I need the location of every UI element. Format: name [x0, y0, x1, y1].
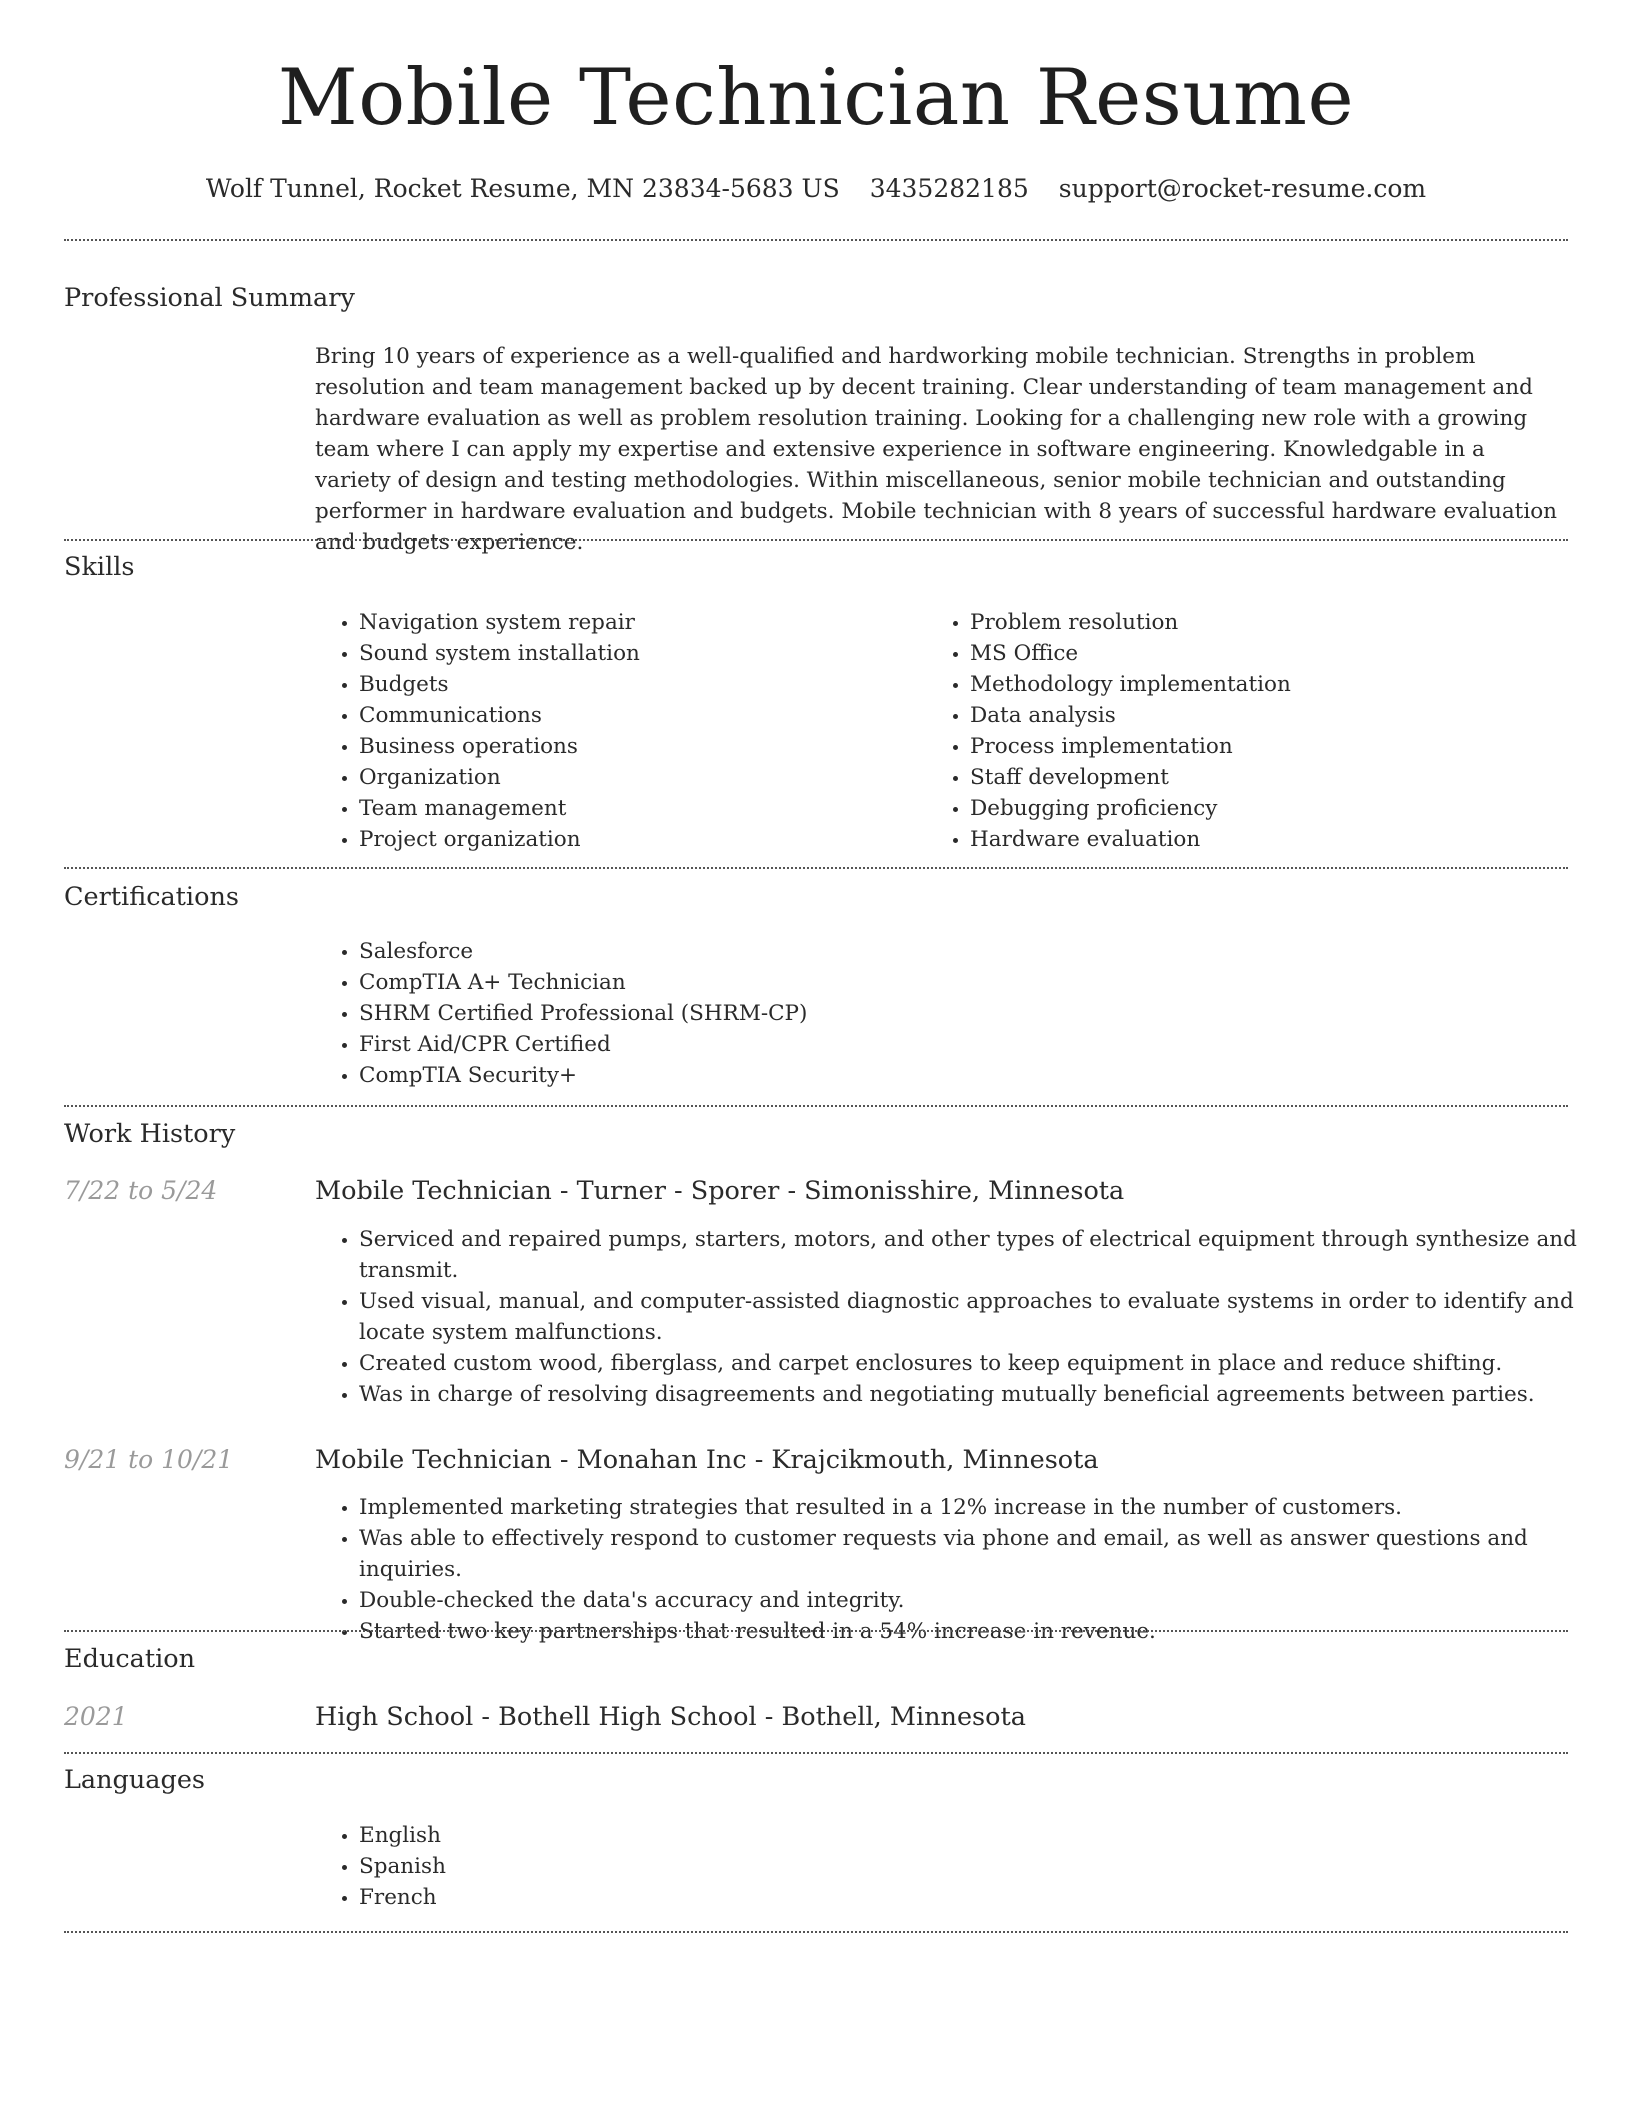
education-entry: High School - Bothell High School - Bothell, Minnesota [315, 1702, 1026, 1732]
section-divider [64, 539, 1568, 541]
section-divider [64, 1931, 1568, 1933]
skill-item: • Organization [359, 762, 919, 793]
skill-item: • Methodology implementation [970, 669, 1570, 700]
job-bullet: • Was able to effectively respond to customer requests via phone and email, as well as answer questions and inquiries. [359, 1523, 1609, 1585]
skills-list-right [926, 607, 1570, 855]
languages-list [315, 1820, 959, 1913]
job-title: Mobile Technician - Turner - Sporer - Simonisshire, Minnesota [315, 1176, 1125, 1206]
certification-item: • SHRM Certified Professional (SHRM-CP) [359, 998, 1559, 1029]
skill-item: • Hardware evaluation [970, 824, 1570, 855]
job-bullet: • Implemented marketing strategies that resulted in a 12% increase in the number of customers. [359, 1492, 1609, 1523]
contact-line [0, 172, 1632, 206]
education-year: 2021 [64, 1702, 128, 1731]
job-bullet: • Started two key partnerships that resulted in a 54% increase in revenue. [359, 1616, 1609, 1647]
contact-phone: 3435282185 [869, 174, 1029, 203]
skill-item: • Budgets [359, 669, 919, 700]
job-bullets [315, 1492, 1609, 1647]
certification-item: • CompTIA Security+ [359, 1060, 1559, 1091]
summary-heading: Professional Summary [64, 283, 355, 313]
skill-item: • Business operations [359, 731, 919, 762]
skill-item: • Process implementation [970, 731, 1570, 762]
resume-title: Mobile Technician Resume [277, 53, 1355, 143]
language-item: • French [359, 1882, 959, 1913]
skill-item: • Project organization [359, 824, 919, 855]
job-bullet: • Created custom wood, fiberglass, and carpet enclosures to keep equipment in place and reduce shifting. [359, 1348, 1609, 1379]
certification-item: • First Aid/CPR Certified [359, 1029, 1559, 1060]
language-item: • Spanish [359, 1851, 959, 1882]
section-divider [64, 239, 1568, 241]
skill-item: • Navigation system repair [359, 607, 919, 638]
section-divider [64, 1105, 1568, 1107]
summary-text: Bring 10 years of experience as a well-qualified and hardworking mobile technician. Strengths in problem resolution and team management backed up by decent training. Clear understanding of team management and hardware evaluation as well as problem resolution training. Looking for a challenging new role with a growing team where I can apply my expertise and extensive experience in software engineering. Knowledgable in a variety of design and testing methodologies. Within miscellaneous, senior mobile technician and outstanding performer in hardware evaluation and budgets. Mobile technician with 8 years of successful hardware evaluation and budgets experience. [315, 344, 1557, 555]
languages-heading: Languages [64, 1765, 206, 1795]
skills-heading: Skills [64, 552, 135, 582]
certification-item: • Salesforce [359, 936, 1559, 967]
section-divider [64, 867, 1568, 869]
job-title: Mobile Technician - Monahan Inc - Krajcikmouth, Minnesota [315, 1445, 1099, 1475]
certification-item: • CompTIA A+ Technician [359, 967, 1559, 998]
skills-list-left [315, 607, 919, 855]
skill-item: • Debugging proficiency [970, 793, 1570, 824]
skill-item: • Communications [359, 700, 919, 731]
job-bullets [315, 1224, 1609, 1410]
contact-email[interactable]: support@rocket-resume.com [1058, 174, 1427, 203]
skill-item: • Problem resolution [970, 607, 1570, 638]
job-bullet: • Double-checked the data's accuracy and integrity. [359, 1585, 1609, 1616]
certifications-list [315, 936, 1559, 1091]
certifications-heading: Certifications [64, 882, 239, 912]
skill-item: • Team management [359, 793, 919, 824]
skill-item: • MS Office [970, 638, 1570, 669]
skill-item: • Data analysis [970, 700, 1570, 731]
job-bullet: • Used visual, manual, and computer-assisted diagnostic approaches to evaluate systems in order to identify and locate system malfunctions. [359, 1286, 1609, 1348]
job-bullet: • Was in charge of resolving disagreements and negotiating mutually beneficial agreements between parties. [359, 1379, 1609, 1410]
work-history-heading: Work History [64, 1119, 236, 1149]
job-dates: 9/21 to 10/21 [64, 1445, 234, 1474]
section-divider [64, 1752, 1568, 1754]
education-heading: Education [64, 1644, 196, 1674]
job-dates: 7/22 to 5/24 [64, 1176, 218, 1205]
job-bullet: • Serviced and repaired pumps, starters, motors, and other types of electrical equipment through synthesize and transmit. [359, 1224, 1609, 1286]
contact-address: Wolf Tunnel, Rocket Resume, MN 23834-5683 US [205, 174, 840, 203]
skill-item: • Staff development [970, 762, 1570, 793]
skill-item: • Sound system installation [359, 638, 919, 669]
language-item: • English [359, 1820, 959, 1851]
section-divider [64, 1630, 1568, 1632]
